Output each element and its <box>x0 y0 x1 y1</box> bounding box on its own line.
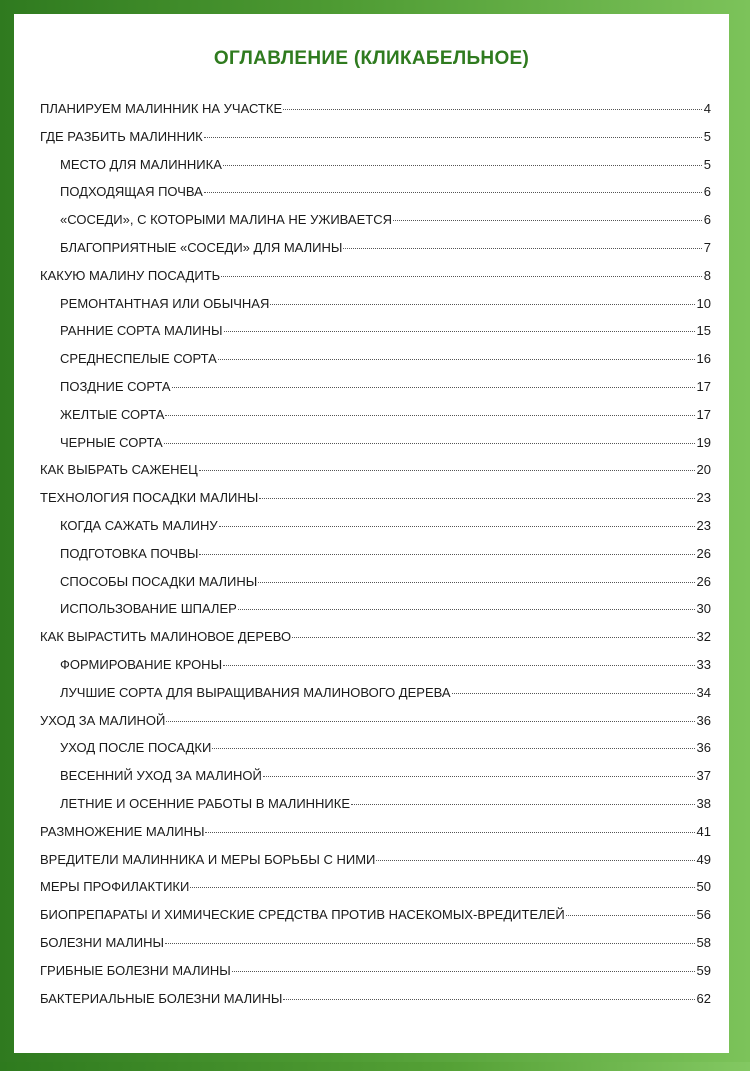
toc-entry-link[interactable] <box>40 157 711 185</box>
toc-page-number: 5 <box>703 128 711 144</box>
dot-leader <box>566 915 695 916</box>
toc-entry-link[interactable] <box>40 963 711 991</box>
toc-entry-link[interactable] <box>40 323 711 351</box>
dot-leader <box>292 637 694 638</box>
toc-page-number: 37 <box>696 768 711 784</box>
dot-leader <box>223 665 694 666</box>
toc-entry-label: УХОД ПОСЛЕ ПОСАДКИ <box>60 740 212 756</box>
toc-entry-label: МЕСТО ДЛЯ МАЛИННИКА <box>60 156 222 172</box>
toc-page-number: 34 <box>696 684 711 700</box>
toc-entry-link[interactable] <box>40 991 711 1019</box>
toc-entry-label: ИСПОЛЬЗОВАНИЕ ШПАЛЕР <box>60 601 237 617</box>
toc-entry-label: МЕРЫ ПРОФИЛАКТИКИ <box>40 879 190 895</box>
toc-page-number: 58 <box>696 934 711 950</box>
toc-entry-link[interactable] <box>40 546 711 574</box>
toc-entry-label: КАКУЮ МАЛИНУ ПОСАДИТЬ <box>40 267 221 283</box>
toc-page-number: 62 <box>696 990 711 1006</box>
dot-leader <box>204 137 702 138</box>
toc-page-number: 5 <box>703 156 711 172</box>
toc-entry-link[interactable] <box>40 268 711 296</box>
toc-entry-label: РАЗМНОЖЕНИЕ МАЛИНЫ <box>40 823 205 839</box>
toc-page-number: 6 <box>703 212 711 228</box>
dot-leader <box>205 832 694 833</box>
toc-page-number: 17 <box>696 406 711 422</box>
dot-leader <box>204 192 702 193</box>
toc-page-number: 20 <box>696 462 711 478</box>
toc-entry-label: СРЕДНЕСПЕЛЫЕ СОРТА <box>60 351 217 367</box>
dot-leader <box>164 443 695 444</box>
toc-entry-label: ПОДГОТОВКА ПОЧВЫ <box>60 545 199 561</box>
toc-page-number: 50 <box>696 879 711 895</box>
toc-entry-link[interactable] <box>40 240 711 268</box>
toc-entry-label: ЧЕРНЫЕ СОРТА <box>60 434 163 450</box>
dot-leader <box>376 860 694 861</box>
toc-entry-link[interactable] <box>40 462 711 490</box>
toc-entry-label: БОЛЕЗНИ МАЛИНЫ <box>40 934 165 950</box>
toc-page-number: 26 <box>696 545 711 561</box>
toc-entry-label: КАК ВЫРАСТИТЬ МАЛИНОВОЕ ДЕРЕВО <box>40 629 292 645</box>
toc-page-number: 59 <box>696 962 711 978</box>
dot-leader <box>218 359 695 360</box>
toc-entry-label: РАННИЕ СОРТА МАЛИНЫ <box>60 323 223 339</box>
toc-page-number: 49 <box>696 851 711 867</box>
toc-entry-link[interactable] <box>40 351 711 379</box>
toc-entry-label: ЖЕЛТЫЕ СОРТА <box>60 406 165 422</box>
toc-entry-label: КАК ВЫБРАТЬ САЖЕНЕЦ <box>40 462 198 478</box>
toc-entry-link[interactable] <box>40 685 711 713</box>
toc-entry-label: ГДЕ РАЗБИТЬ МАЛИННИК <box>40 128 203 144</box>
toc-entry-link[interactable] <box>40 852 711 880</box>
dot-leader <box>224 331 695 332</box>
toc-entry-label: ПЛАНИРУЕМ МАЛИННИК НА УЧАСТКЕ <box>40 101 283 116</box>
toc-entry-link[interactable] <box>40 879 711 907</box>
next-page-edge <box>0 1062 750 1071</box>
dot-leader <box>172 387 695 388</box>
dot-leader <box>165 415 694 416</box>
toc-page-number: 15 <box>696 323 711 339</box>
toc-entry-label: УХОД ЗА МАЛИНОЙ <box>40 712 166 728</box>
toc-page-number: 7 <box>703 239 711 255</box>
toc-page-number: 38 <box>696 795 711 811</box>
toc-page-number: 16 <box>696 351 711 367</box>
toc-entry-label: БИОПРЕПАРАТЫ И ХИМИЧЕСКИЕ СРЕДСТВА ПРОТИВ НАСЕКОМЫХ-ВРЕДИТЕЛЕЙ <box>40 907 565 923</box>
toc-entry-link[interactable] <box>40 601 711 629</box>
toc-entry-link[interactable] <box>40 796 711 824</box>
toc-entry-link[interactable] <box>40 629 711 657</box>
toc-entry-label: КОГДА САЖАТЬ МАЛИНУ <box>60 517 218 533</box>
toc-entry-link[interactable] <box>40 212 711 240</box>
toc-page-number: 4 <box>703 101 711 116</box>
dot-leader <box>221 276 702 277</box>
dot-leader <box>263 776 695 777</box>
dot-leader <box>283 999 694 1000</box>
document-page <box>14 14 729 1053</box>
dot-leader <box>393 220 702 221</box>
toc-entry-label: ВРЕДИТЕЛИ МАЛИННИКА И МЕРЫ БОРЬБЫ С НИМИ <box>40 851 376 867</box>
toc-entry-link[interactable] <box>40 435 711 463</box>
toc-entry-label: ЛЕТНИЕ И ОСЕННИЕ РАБОТЫ В МАЛИННИКЕ <box>60 795 351 811</box>
toc-entry-label: ПОДХОДЯЩАЯ ПОЧВА <box>60 184 203 200</box>
toc-entry-link[interactable] <box>40 296 711 324</box>
toc-page-number: 36 <box>696 740 711 756</box>
toc-entry-link[interactable] <box>40 768 711 796</box>
dot-leader <box>259 498 694 499</box>
toc-entry-link[interactable] <box>40 129 711 157</box>
toc-page-number: 26 <box>696 573 711 589</box>
dot-leader <box>219 526 695 527</box>
toc-entry-link[interactable] <box>40 101 711 129</box>
dot-leader <box>199 554 694 555</box>
toc-entry-link[interactable] <box>40 518 711 546</box>
dot-leader <box>199 470 695 471</box>
toc-entry-link[interactable] <box>40 824 711 852</box>
dot-leader <box>452 693 695 694</box>
toc-page-number: 17 <box>696 378 711 394</box>
toc-entry-label: ФОРМИРОВАНИЕ КРОНЫ <box>60 656 223 672</box>
toc-entry-label: «СОСЕДИ», С КОТОРЫМИ МАЛИНА НЕ УЖИВАЕТСЯ <box>60 212 392 228</box>
toc-page-number: 30 <box>696 601 711 617</box>
toc-page-number: 23 <box>696 517 711 533</box>
dot-leader <box>212 748 694 749</box>
toc-entry-label: ВЕСЕННИЙ УХОД ЗА МАЛИНОЙ <box>60 768 262 784</box>
toc-entry-link[interactable] <box>40 907 711 935</box>
dot-leader <box>270 304 694 305</box>
toc-entry-label: ЛУЧШИЕ СОРТА ДЛЯ ВЫРАЩИВАНИЯ МАЛИНОВОГО ДЕРЕВА <box>60 684 451 700</box>
dot-leader <box>343 248 701 249</box>
toc-page-number: 33 <box>696 656 711 672</box>
toc-entry-label: РЕМОНТАНТНАЯ ИЛИ ОБЫЧНАЯ <box>60 295 270 311</box>
toc-entry-link[interactable] <box>40 184 711 212</box>
toc-entry-link[interactable] <box>40 713 711 741</box>
toc-page-number: 56 <box>696 907 711 923</box>
toc-entry-label: СПОСОБЫ ПОСАДКИ МАЛИНЫ <box>60 573 258 589</box>
dot-leader <box>238 609 695 610</box>
dot-leader <box>258 582 694 583</box>
table-of-contents <box>40 101 711 1018</box>
dot-leader <box>223 165 702 166</box>
dot-leader <box>232 971 695 972</box>
toc-page-number: 32 <box>696 629 711 645</box>
toc-entry-label: БАКТЕРИАЛЬНЫЕ БОЛЕЗНИ МАЛИНЫ <box>40 990 283 1006</box>
toc-page-number: 19 <box>696 434 711 450</box>
dot-leader <box>283 109 702 110</box>
toc-entry-label: БЛАГОПРИЯТНЫЕ «СОСЕДИ» ДЛЯ МАЛИНЫ <box>60 239 343 255</box>
toc-entry-link[interactable] <box>40 490 711 518</box>
dot-leader <box>166 721 694 722</box>
toc-entry-link[interactable] <box>40 574 711 602</box>
toc-page-number: 36 <box>696 712 711 728</box>
toc-entry-link[interactable] <box>40 657 711 685</box>
toc-page-number: 41 <box>696 823 711 839</box>
dot-leader <box>351 804 695 805</box>
dot-leader <box>165 943 695 944</box>
toc-entry-link[interactable] <box>40 935 711 963</box>
toc-entry-label: ПОЗДНИЕ СОРТА <box>60 378 171 394</box>
toc-entry-label: ГРИБНЫЕ БОЛЕЗНИ МАЛИНЫ <box>40 962 231 978</box>
toc-page-number: 23 <box>696 490 711 506</box>
toc-entry-link[interactable] <box>40 407 711 435</box>
toc-page-number: 6 <box>703 184 711 200</box>
dot-leader <box>190 887 694 888</box>
toc-entry-link[interactable] <box>40 740 711 768</box>
toc-title: ОГЛАВЛЕНИЕ (КЛИКАБЕЛЬНОЕ) <box>213 48 530 69</box>
toc-entry-label: ТЕХНОЛОГИЯ ПОСАДКИ МАЛИНЫ <box>40 490 259 506</box>
toc-page-number: 10 <box>696 295 711 311</box>
toc-entry-link[interactable] <box>40 379 711 407</box>
toc-page-number: 8 <box>703 267 711 283</box>
